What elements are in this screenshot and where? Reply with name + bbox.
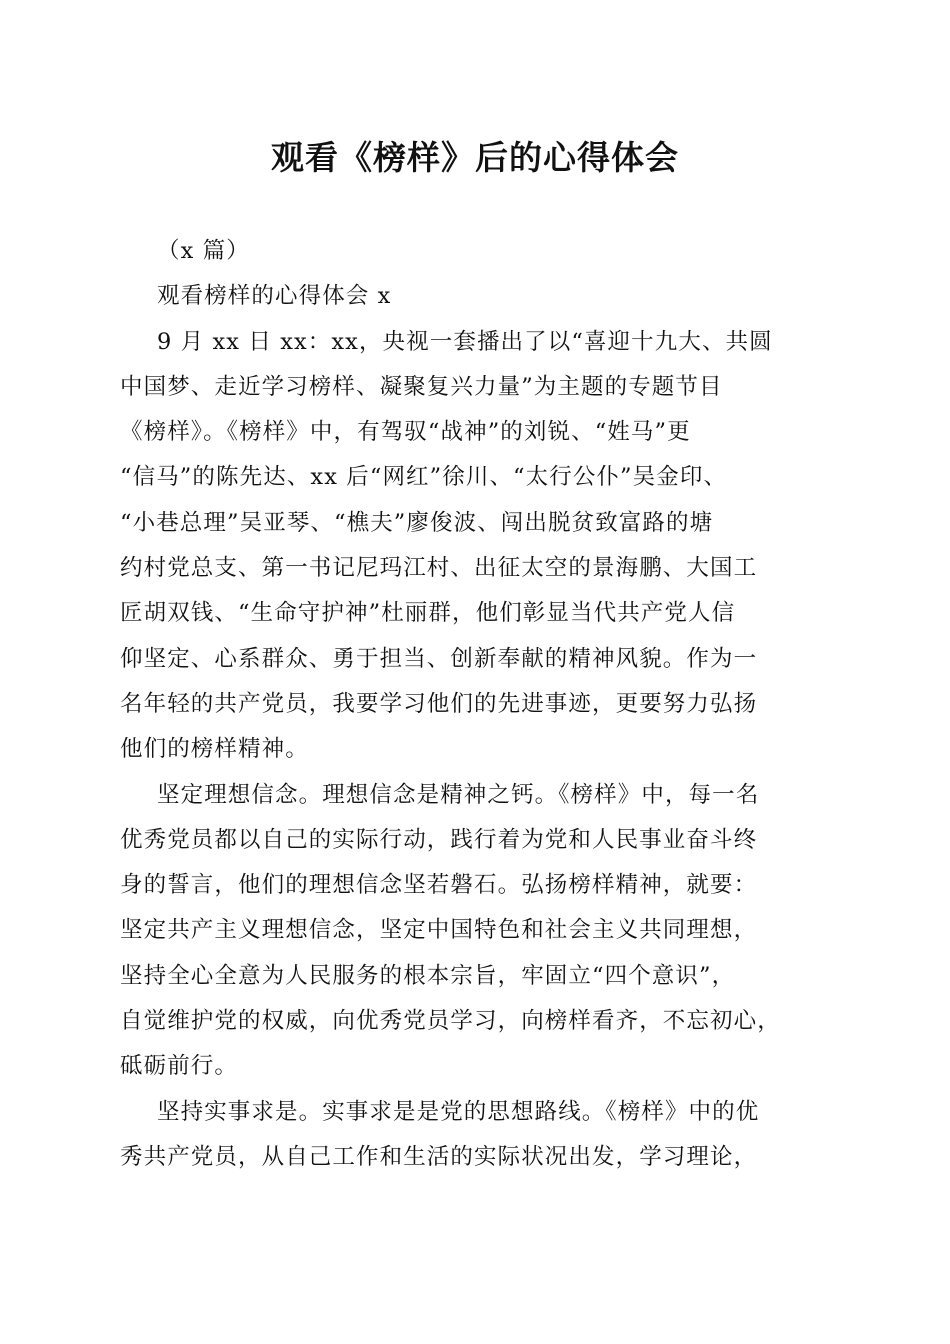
paragraph xyxy=(120,320,835,773)
paragraph xyxy=(120,1090,835,1181)
paragraph-line: 9 月 xx 日 xx：xx，央视一套播出了以“喜迎十九大、共圆 xyxy=(157,328,773,355)
paragraph-line: 优秀党员都以自己的实际行动，践行着为党和人民事业奋斗终 xyxy=(120,826,758,853)
paragraph-line: 坚持实事求是。实事求是是党的思想路线。《榜样》中的优 xyxy=(157,1098,760,1125)
document-body xyxy=(120,229,835,1180)
paragraph-line: 约村党总支、第一书记尼玛江村、出征太空的景海鹏、大国工 xyxy=(120,555,758,582)
paragraph-line: 秀共产党员，从自己工作和生活的实际状况出发，学习理论， xyxy=(120,1143,758,1170)
paragraph-line: 身的誓言，他们的理想信念坚若磐石。弘扬榜样精神，就要： xyxy=(120,872,758,899)
paragraph-line: 仰坚定、心系群众、勇于担当、创新奉献的精神风貌。作为一 xyxy=(120,645,758,672)
paragraph-line: 坚持全心全意为人民服务的根本宗旨，牢固立“四个意识”， xyxy=(120,962,736,989)
paragraph-line: 坚定共产主义理想信念，坚定中国特色和社会主义共同理想， xyxy=(120,917,758,944)
paragraph-line: 匠胡双钱、“生命守护神”杜丽群，他们彰显当代共产党人信 xyxy=(120,600,736,627)
paragraph-line: “小巷总理”吴亚琴、“樵夫”廖俊波、闯出脱贫致富路的塘 xyxy=(120,509,714,536)
paragraph-line: 他们的榜样精神。 xyxy=(120,736,309,763)
paragraph-line: 名年轻的共产党员，我要学习他们的先进事迹，更要努力弘扬 xyxy=(120,690,758,717)
paragraph-line: “信马”的陈先达、xx 后“网红”徐川、“太行公仆”吴金印、 xyxy=(120,464,728,491)
paragraph-line: 砥砺前行。 xyxy=(120,1053,239,1080)
paragraph-line: 中国梦、走近学习榜样、凝聚复兴力量”为主题的专题节目 xyxy=(120,373,723,400)
paragraph-line: 坚定理想信念。理想信念是精神之钙。《榜样》中，每一名 xyxy=(157,781,760,808)
paragraph-line: 《榜样》。《榜样》中，有驾驭“战神”的刘锐、“姓马”更 xyxy=(120,419,691,446)
paragraph xyxy=(120,773,835,1090)
document-title: 观看《榜样》后的心得体会 xyxy=(271,138,679,177)
section-heading: 观看榜样的心得体会 x xyxy=(157,283,392,310)
document-subtitle: （x 篇） xyxy=(157,238,250,264)
paragraph-line: 自觉维护党的权威，向优秀党员学习，向榜样看齐，不忘初心， xyxy=(120,1008,781,1035)
